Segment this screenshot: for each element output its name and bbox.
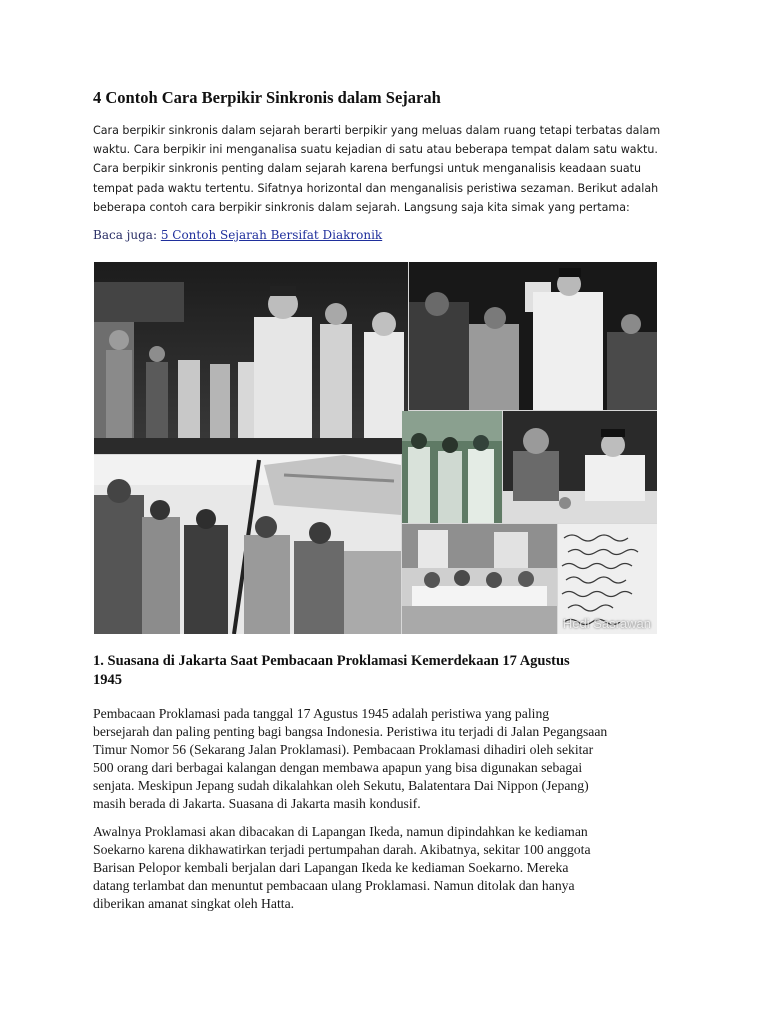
meeting-room-photo xyxy=(402,524,557,634)
paragraph-line: senjata. Meskipun Jepang sudah dikalahkan oleh Sekutu, Balatentara Dai Nippon (Jepang) xyxy=(93,778,589,794)
baca-juga-label: Baca juga: xyxy=(93,228,161,242)
intro-line: tempat pada waktu tertentu. Sifatnya horizontal dan menganalisis peristiwa sezaman. Berikut adalah xyxy=(93,181,659,195)
section-paragraph-1 xyxy=(93,705,683,814)
group-standing-photo xyxy=(402,411,502,523)
intro-line: waktu. Cara berpikir ini menganalisa suatu kejadian di satu atau beberapa tempat dalam satu waktu. xyxy=(93,143,658,157)
proclamation-reading-photo xyxy=(94,262,408,454)
article-title: 4 Contoh Cara Berpikir Sinkronis dalam Sejarah xyxy=(93,88,441,107)
baca-juga-link[interactable]: 5 Contoh Sejarah Bersifat Diakronik xyxy=(160,228,383,242)
photo-collage xyxy=(94,262,657,634)
paragraph-line: bersejarah dan paling penting bagi bangsa Indonesia. Peristiwa itu terjadi di Jalan Pegangsaan xyxy=(93,724,608,740)
intro-line: Cara berpikir sinkronis penting dalam sejarah karena berfungsi untuk menganalisis keadaan suatu xyxy=(93,162,642,176)
section-heading xyxy=(93,652,678,689)
paragraph-line: diberikan amanat singkat oleh Hatta. xyxy=(93,896,295,912)
paragraph-line: Soekarno karena dikhawatirkan terjadi pertumpahan darah. Akibatnya, sekitar 100 anggota xyxy=(93,842,591,858)
section-heading-line: 1945 xyxy=(93,671,122,688)
photo-watermark: Hedi Sasrawan xyxy=(562,616,651,631)
section-paragraph-2 xyxy=(93,823,683,913)
paragraph-line: masih berada di Jakarta. Suasana di Jakarta masih kondusif. xyxy=(93,796,421,812)
flag-raising-crowd-photo xyxy=(94,455,401,634)
soekarno-speech-photo xyxy=(409,262,657,410)
paragraph-line: datang terlambat dan menuntut pembacaan ulang Proklamasi. Namun ditolak dan hanya xyxy=(93,878,575,894)
intro-paragraph xyxy=(93,121,688,217)
paragraph-line: Awalnya Proklamasi akan dibacakan di Lapangan Ikeda, namun dipindahkan ke kediaman xyxy=(93,824,588,839)
paragraph-line: Barisan Pelopor kembali berjalan dari Lapangan Ikeda ke kediaman Soekarno. Mereka xyxy=(93,860,569,876)
section-heading-line: 1. Suasana di Jakarta Saat Pembacaan Proklamasi Kemerdekaan 17 Agustus xyxy=(93,653,570,669)
baca-juga xyxy=(93,228,382,242)
intro-line: beberapa contoh cara berpikir sinkronis dalam sejarah. Langsung saja kita simak yang pertama: xyxy=(93,200,630,214)
paragraph-line: Timur Nomor 56 (Sekarang Jalan Proklamasi). Pembacaan Proklamasi dihadiri oleh sekitar xyxy=(93,742,594,758)
paragraph-line: Pembacaan Proklamasi pada tanggal 17 Agustus 1945 adalah peristiwa yang paling xyxy=(93,706,550,721)
seated-leaders-photo xyxy=(503,411,657,523)
paragraph-line: 500 orang dari berbagai kalangan dengan membawa apapun yang bisa digunakan sebagai xyxy=(93,760,583,776)
intro-line: Cara berpikir sinkronis dalam sejarah berarti berpikir yang meluas dalam ruang tetapi terbatas dalam xyxy=(93,124,661,137)
